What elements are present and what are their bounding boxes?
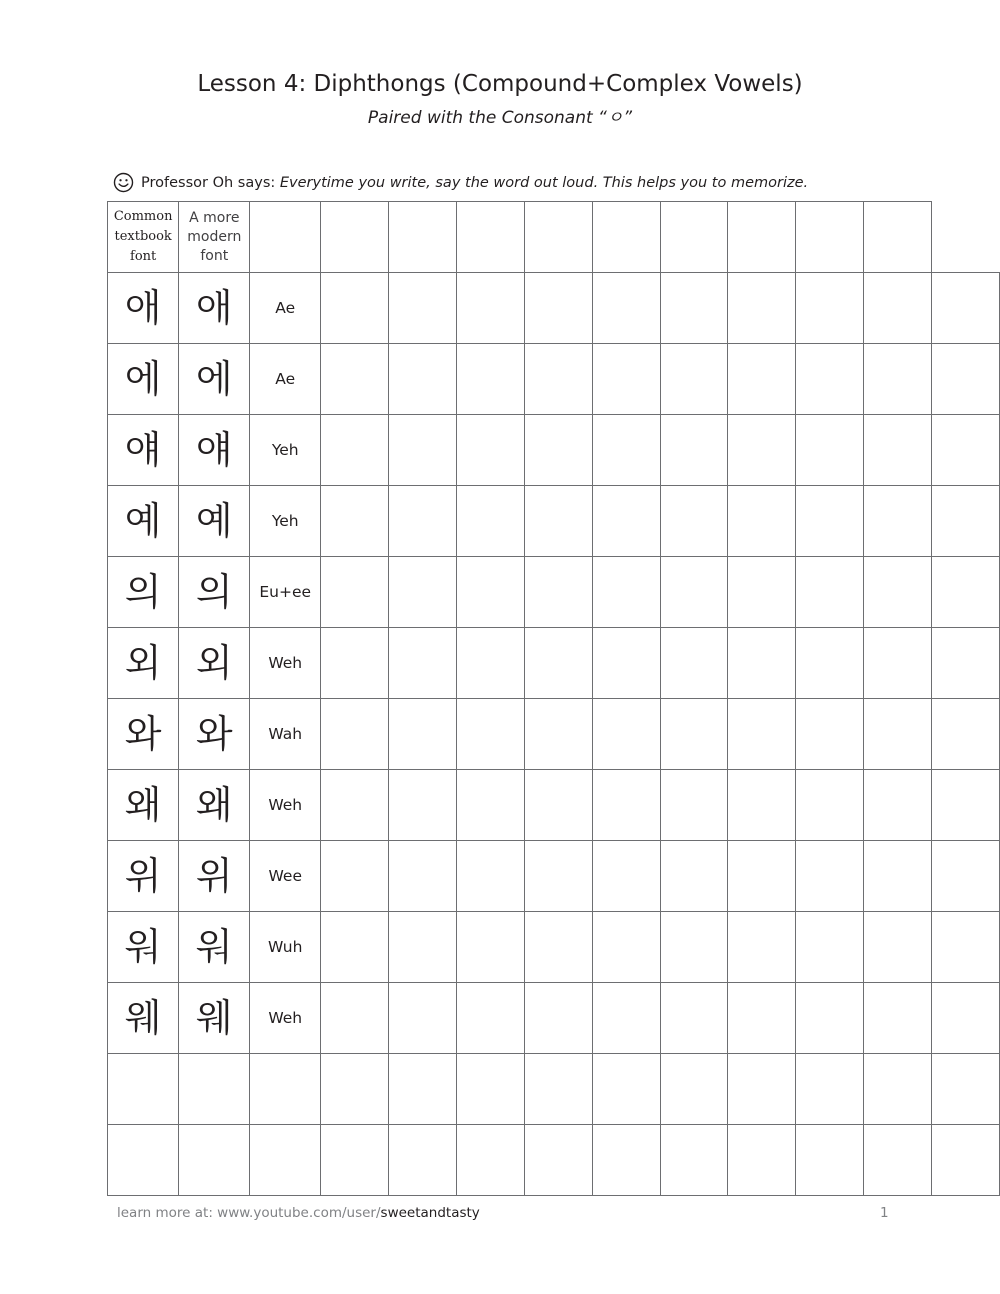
practice-cell[interactable] [796, 699, 864, 770]
practice-cell[interactable] [389, 1054, 457, 1125]
practice-cell[interactable] [456, 486, 524, 557]
practice-cell[interactable] [660, 983, 728, 1054]
practice-cell[interactable] [389, 344, 457, 415]
practice-cell[interactable] [864, 1054, 932, 1125]
practice-cell[interactable] [179, 1125, 250, 1196]
practice-cell[interactable] [660, 1054, 728, 1125]
practice-cell[interactable] [592, 344, 660, 415]
practice-cell[interactable] [660, 1125, 728, 1196]
practice-cell[interactable] [864, 273, 932, 344]
practice-cell[interactable] [389, 202, 457, 273]
vowel-row [108, 273, 1000, 344]
practice-cell[interactable] [389, 273, 457, 344]
romanization: Weh [250, 628, 321, 699]
practice-cell[interactable] [796, 628, 864, 699]
practice-cell[interactable] [932, 770, 1000, 841]
modern-font-syllable: 얘 [179, 415, 250, 486]
common-font-syllable: 위 [108, 841, 179, 912]
common-font-syllable: 얘 [108, 415, 179, 486]
romanization: Ae [250, 273, 321, 344]
romanization: Ae [250, 344, 321, 415]
practice-cell[interactable] [389, 1125, 457, 1196]
practice-cell[interactable] [864, 415, 932, 486]
practice-cell[interactable] [524, 912, 592, 983]
practice-cell[interactable] [796, 841, 864, 912]
practice-cell[interactable] [456, 557, 524, 628]
practice-cell[interactable] [796, 273, 864, 344]
page-title: Lesson 4: Diphthongs (Compound+Complex Vowels) [197, 71, 803, 97]
practice-cell[interactable] [108, 1054, 179, 1125]
practice-cell[interactable] [250, 1054, 321, 1125]
practice-cell[interactable] [321, 770, 389, 841]
practice-cell[interactable] [728, 273, 796, 344]
practice-cell[interactable] [796, 202, 864, 273]
practice-cell[interactable] [321, 1125, 389, 1196]
practice-cell[interactable] [660, 912, 728, 983]
practice-cell[interactable] [660, 699, 728, 770]
practice-cell[interactable] [932, 912, 1000, 983]
practice-cell[interactable] [456, 912, 524, 983]
practice-cell[interactable] [456, 1125, 524, 1196]
practice-cell[interactable] [524, 344, 592, 415]
page-subtitle: Paired with the Consonant “ㅇ” [367, 108, 633, 128]
practice-cell[interactable] [389, 912, 457, 983]
practice-cell[interactable] [796, 486, 864, 557]
practice-cell[interactable] [796, 912, 864, 983]
header-common-line: Common [113, 209, 173, 224]
practice-cell[interactable] [592, 1054, 660, 1125]
practice-cell[interactable] [524, 202, 592, 273]
common-font-syllable: 와 [108, 699, 179, 770]
practice-grid [107, 201, 1000, 1196]
practice-cell[interactable] [321, 983, 389, 1054]
modern-font-syllable: 예 [179, 486, 250, 557]
practice-cell[interactable] [864, 486, 932, 557]
common-font-syllable: 왜 [108, 770, 179, 841]
tip-text: Everytime you write, say the word out loud. This helps you to memorize. [279, 174, 809, 191]
practice-cell[interactable] [524, 841, 592, 912]
smiley-face-icon [113, 172, 134, 193]
page-number: 1 [880, 1205, 889, 1221]
practice-cell[interactable] [456, 983, 524, 1054]
vowel-row [108, 912, 1000, 983]
practice-cell[interactable] [389, 628, 457, 699]
practice-cell[interactable] [592, 1125, 660, 1196]
romanization: Wah [250, 699, 321, 770]
practice-cell[interactable] [321, 628, 389, 699]
practice-cell[interactable] [864, 912, 932, 983]
practice-cell[interactable] [592, 770, 660, 841]
common-font-syllable: 애 [108, 273, 179, 344]
practice-cell[interactable] [592, 273, 660, 344]
practice-cell[interactable] [932, 486, 1000, 557]
practice-cell[interactable] [179, 1054, 250, 1125]
header-common-line: font [130, 249, 157, 264]
practice-cell[interactable] [389, 770, 457, 841]
practice-cell[interactable] [592, 486, 660, 557]
header-modern-line: modern [187, 228, 242, 245]
practice-cell[interactable] [660, 415, 728, 486]
footer-link[interactable] [117, 1205, 480, 1221]
practice-cell[interactable] [321, 202, 389, 273]
romanization: Wee [250, 841, 321, 912]
practice-cell[interactable] [728, 912, 796, 983]
practice-cell[interactable] [932, 841, 1000, 912]
practice-cell[interactable] [864, 1125, 932, 1196]
vowel-row [108, 841, 1000, 912]
practice-cell[interactable] [728, 699, 796, 770]
practice-cell[interactable] [456, 273, 524, 344]
header-modern-line: A more [189, 209, 240, 226]
practice-cell[interactable] [728, 557, 796, 628]
practice-cell[interactable] [932, 628, 1000, 699]
practice-cell[interactable] [592, 983, 660, 1054]
practice-cell[interactable] [389, 486, 457, 557]
footer-channel: sweetandtasty [380, 1205, 480, 1221]
header-common-line: textbook [114, 229, 172, 244]
common-font-syllable: 의 [108, 557, 179, 628]
practice-cell[interactable] [592, 202, 660, 273]
practice-cell[interactable] [592, 628, 660, 699]
practice-cell[interactable] [728, 770, 796, 841]
practice-cell[interactable] [660, 486, 728, 557]
practice-cell[interactable] [321, 841, 389, 912]
footer-prefix: learn more at: www.youtube.com/user/ [117, 1205, 381, 1221]
practice-cell[interactable] [592, 557, 660, 628]
practice-cell[interactable] [389, 415, 457, 486]
practice-cell[interactable] [660, 344, 728, 415]
practice-cell[interactable] [728, 841, 796, 912]
practice-cell[interactable] [728, 486, 796, 557]
practice-cell[interactable] [389, 841, 457, 912]
practice-cell[interactable] [864, 202, 932, 273]
romanization: Yeh [250, 415, 321, 486]
practice-cell[interactable] [864, 983, 932, 1054]
practice-cell[interactable] [660, 557, 728, 628]
header-blank-cell [250, 202, 321, 273]
modern-font-syllable: 왜 [179, 770, 250, 841]
common-font-syllable: 웨 [108, 983, 179, 1054]
practice-cell[interactable] [592, 699, 660, 770]
practice-cell[interactable] [456, 415, 524, 486]
practice-cell[interactable] [728, 344, 796, 415]
practice-cell[interactable] [456, 344, 524, 415]
practice-cell[interactable] [321, 344, 389, 415]
romanization: Yeh [250, 486, 321, 557]
blank-row [108, 1054, 1000, 1125]
practice-cell[interactable] [524, 486, 592, 557]
romanization: Weh [250, 983, 321, 1054]
practice-cell[interactable] [728, 202, 796, 273]
practice-cell[interactable] [108, 1125, 179, 1196]
practice-cell[interactable] [524, 557, 592, 628]
vowel-row [108, 628, 1000, 699]
practice-cell[interactable] [728, 415, 796, 486]
practice-cell[interactable] [456, 202, 524, 273]
practice-cell[interactable] [932, 699, 1000, 770]
vowel-row [108, 557, 1000, 628]
practice-cell[interactable] [524, 273, 592, 344]
modern-font-syllable: 와 [179, 699, 250, 770]
common-font-syllable: 외 [108, 628, 179, 699]
practice-cell[interactable] [456, 841, 524, 912]
practice-cell[interactable] [524, 699, 592, 770]
practice-cell[interactable] [524, 628, 592, 699]
practice-cell[interactable] [660, 770, 728, 841]
practice-cell[interactable] [864, 841, 932, 912]
practice-cell[interactable] [456, 699, 524, 770]
romanization: Weh [250, 770, 321, 841]
practice-cell[interactable] [728, 628, 796, 699]
modern-font-syllable: 에 [179, 344, 250, 415]
header-common-font [108, 202, 179, 273]
romanization: Eu+ee [250, 557, 321, 628]
practice-cell[interactable] [728, 1125, 796, 1196]
practice-cell[interactable] [321, 273, 389, 344]
practice-cell[interactable] [864, 628, 932, 699]
blank-row [108, 1125, 1000, 1196]
practice-cell[interactable] [321, 486, 389, 557]
practice-cell[interactable] [932, 1125, 1000, 1196]
practice-cell[interactable] [456, 1054, 524, 1125]
vowel-row [108, 699, 1000, 770]
practice-cell[interactable] [660, 273, 728, 344]
modern-font-syllable: 외 [179, 628, 250, 699]
vowel-row [108, 770, 1000, 841]
modern-font-syllable: 위 [179, 841, 250, 912]
practice-cell[interactable] [524, 415, 592, 486]
practice-cell[interactable] [932, 415, 1000, 486]
practice-cell[interactable] [321, 557, 389, 628]
header-modern-line: font [200, 247, 229, 264]
practice-cell[interactable] [864, 699, 932, 770]
modern-font-syllable: 의 [179, 557, 250, 628]
practice-cell[interactable] [592, 912, 660, 983]
practice-cell[interactable] [864, 557, 932, 628]
practice-cell[interactable] [932, 273, 1000, 344]
practice-cell[interactable] [321, 415, 389, 486]
header-modern-font [179, 202, 250, 273]
vowel-row [108, 983, 1000, 1054]
practice-cell[interactable] [389, 557, 457, 628]
practice-cell[interactable] [524, 983, 592, 1054]
practice-cell[interactable] [796, 1054, 864, 1125]
practice-cell[interactable] [864, 344, 932, 415]
modern-font-syllable: 워 [179, 912, 250, 983]
modern-font-syllable: 애 [179, 273, 250, 344]
practice-cell[interactable] [932, 557, 1000, 628]
practice-cell[interactable] [796, 770, 864, 841]
practice-cell[interactable] [728, 983, 796, 1054]
practice-cell[interactable] [660, 841, 728, 912]
practice-cell[interactable] [524, 1054, 592, 1125]
practice-cell[interactable] [524, 770, 592, 841]
practice-cell[interactable] [456, 628, 524, 699]
modern-font-syllable: 웨 [179, 983, 250, 1054]
practice-cell[interactable] [864, 770, 932, 841]
practice-cell[interactable] [796, 557, 864, 628]
practice-cell[interactable] [932, 344, 1000, 415]
practice-cell[interactable] [321, 912, 389, 983]
practice-cell[interactable] [592, 415, 660, 486]
practice-cell[interactable] [932, 1054, 1000, 1125]
practice-cell[interactable] [456, 770, 524, 841]
common-font-syllable: 워 [108, 912, 179, 983]
practice-cell[interactable] [660, 202, 728, 273]
vowel-row [108, 415, 1000, 486]
practice-cell[interactable] [796, 1125, 864, 1196]
tip-prefix: Professor Oh says: [141, 174, 276, 191]
common-font-syllable: 에 [108, 344, 179, 415]
practice-cell[interactable] [389, 983, 457, 1054]
practice-cell[interactable] [796, 983, 864, 1054]
vowel-row [108, 344, 1000, 415]
practice-cell[interactable] [932, 983, 1000, 1054]
practice-cell[interactable] [660, 628, 728, 699]
practice-cell[interactable] [796, 415, 864, 486]
practice-cell[interactable] [592, 841, 660, 912]
practice-cell[interactable] [389, 699, 457, 770]
practice-cell[interactable] [321, 1054, 389, 1125]
header-row [108, 202, 1000, 273]
practice-cell[interactable] [796, 344, 864, 415]
practice-cell[interactable] [728, 1054, 796, 1125]
practice-cell[interactable] [250, 1125, 321, 1196]
romanization: Wuh [250, 912, 321, 983]
professor-tip [113, 172, 808, 193]
vowel-row [108, 486, 1000, 557]
practice-cell[interactable] [524, 1125, 592, 1196]
common-font-syllable: 예 [108, 486, 179, 557]
practice-cell[interactable] [321, 699, 389, 770]
